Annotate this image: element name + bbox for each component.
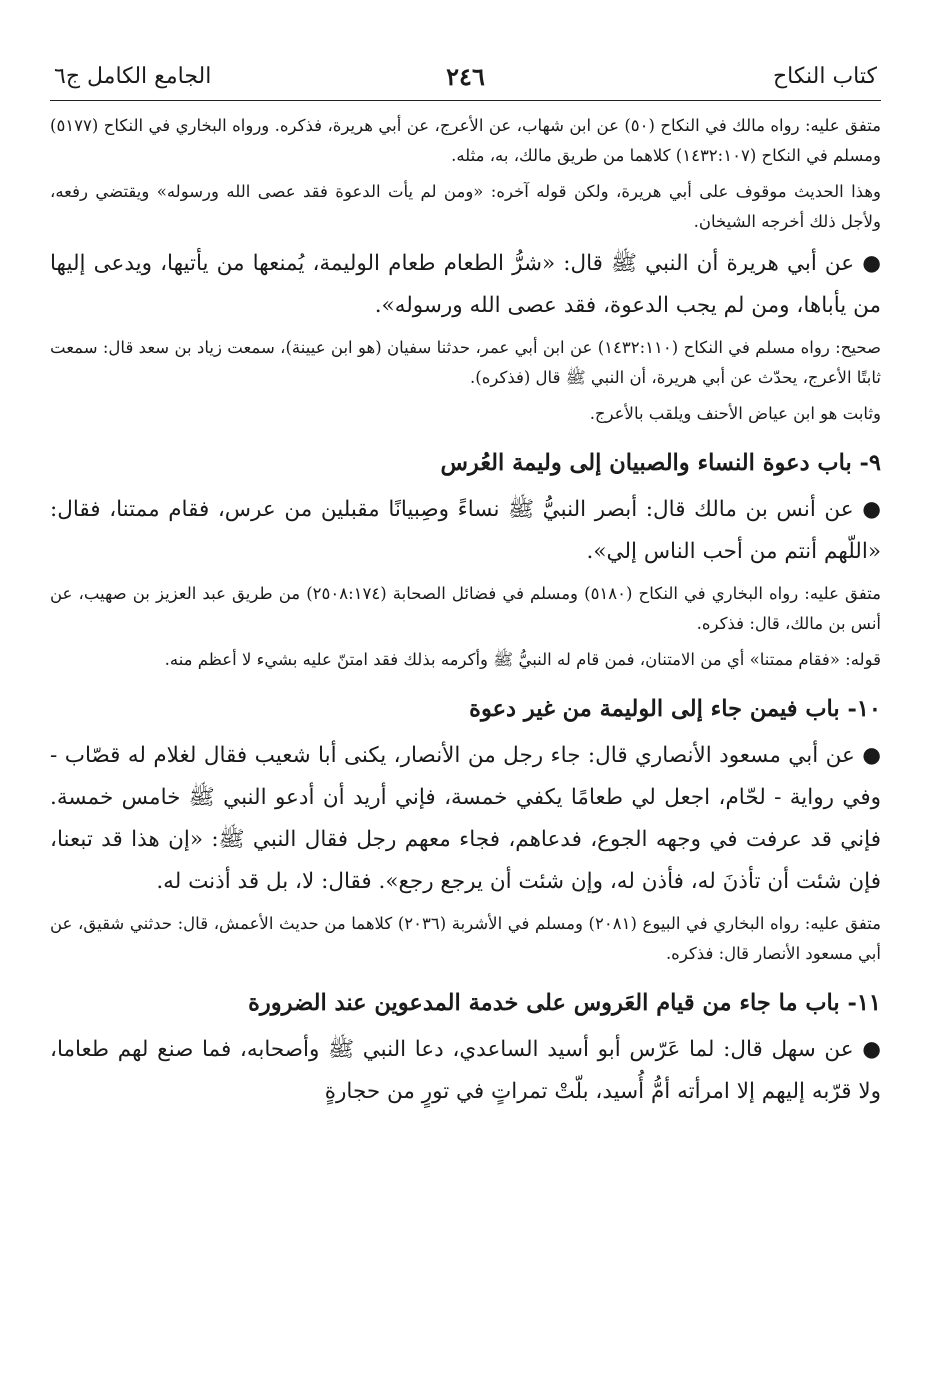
commentary-note: وثابت هو ابن عياض الأحنف ويلقب بالأعرج. <box>589 404 881 423</box>
commentary-note: متفق عليه: رواه البخاري في البيوع (٢٠٨١) ومسلم في الأشربة (٢٠٣٦) كلاهما من حديث الأعمش، قال: حدثني شقيق، عن أبي مسعود الأنصار قال: فذكره. <box>50 914 882 963</box>
commentary-note: صحيح: رواه مسلم في النكاح (١٤٣٢:١١٠) عن ابن أبي عمر، حدثنا سفيان (هو ابن عيينة)، سمعت زياد بن سعد قال: سمعت ثابتًا الأعرج، يحدّث عن أبي هريرة، أن النبي ﷺ قال (فذكره). <box>50 338 882 387</box>
chapter-heading: ١٠- باب فيمن جاء إلى الوليمة من غير دعوة <box>469 696 881 722</box>
commentary-note: وهذا الحديث موقوف على أبي هريرة، ولكن قوله آخره: «ومن لم يأت الدعوة فقد عصى الله ورسوله» ويقتضي رفعه، ولأجل ذلك أخرجه الشيخان. <box>50 182 881 231</box>
page-number: ٢٤٦ <box>446 62 485 91</box>
commentary-note: قوله: «فقام ممتنا» أي من الامتنان، فمن قام له النبيُّ ﷺ وأكرمه بذلك فقد امتنّ عليه بشيء لا أعظم منه. <box>164 650 881 669</box>
commentary-note: متفق عليه: رواه البخاري في النكاح (٥١٨٠) ومسلم في فضائل الصحابة (٢٥٠٨:١٧٤) من طريق عبد العزيز بن صهيب، عن أنس بن مالك، قال: فذكره. <box>50 584 881 633</box>
chapter-heading: ٩- باب دعوة النساء والصبيان إلى وليمة العُرس <box>440 450 881 476</box>
hadith-text: ● عن أنس بن مالك قال: أبصر النبيُّ ﷺ نساءً وصِبيانًا مقبلين من عرس، فقام ممتنا، فقال: «اللّهم أنتم من أحب الناس إلي». <box>50 497 881 564</box>
book-page <box>50 58 881 1375</box>
hadith-text: ● عن أبي هريرة أن النبي ﷺ قال: «شرُّ الطعام طعام الوليمة، يُمنعها من يأتيها، ويدعى إليها من يأباها، ومن لم يجب الدعوة، فقد عصى الله ورسوله». <box>50 251 881 318</box>
book-chapter-title: كتاب النكاح <box>772 64 877 89</box>
hadith-text: ● عن أبي مسعود الأنصاري قال: جاء رجل من الأنصار، يكنى أبا شعيب فقال لغلام له قصّاب - وفي رواية - لحّام، اجعل لي طعامًا يكفي خمسة، فإني أريد أن أدعو النبي ﷺ خامس خمسة. فإني قد عرفت في وجهه الجوع، فدعاهم، فجاء معهم رجل فقال النبي ﷺ: «إن هذا قد تبعنا، فإن شئت أن تأذنَ له، فأذن له، وإن شئت أن يرجع رجع». فقال: لا، بل قد أذنت له. <box>50 743 881 894</box>
chapter-heading: ١١- باب ما جاء من قيام العَروس على خدمة المدعوين عند الضرورة <box>248 990 881 1016</box>
hadith-text: ● عن سهل قال: لما عَرّس أبو أسيد الساعدي، دعا النبي ﷺ وأصحابه، فما صنع لهم طعاما، ولا قرّبه إليهم إلا امرأته أمُّ أُسيد، بلّتْ تمراتٍ في تورٍ من حجارةٍ <box>50 1037 881 1104</box>
commentary-note: متفق عليه: رواه مالك في النكاح (٥٠) عن ابن شهاب، عن الأعرج، عن أبي هريرة، فذكره. ورواه البخاري في النكاح (٥١٧٧) ومسلم في النكاح (١٤٣٢:١٠٧) كلاهما من طريق مالك، به، مثله. <box>50 116 881 165</box>
page-header <box>50 58 881 101</box>
work-title: الجامع الكامل ج٦ <box>54 64 212 89</box>
